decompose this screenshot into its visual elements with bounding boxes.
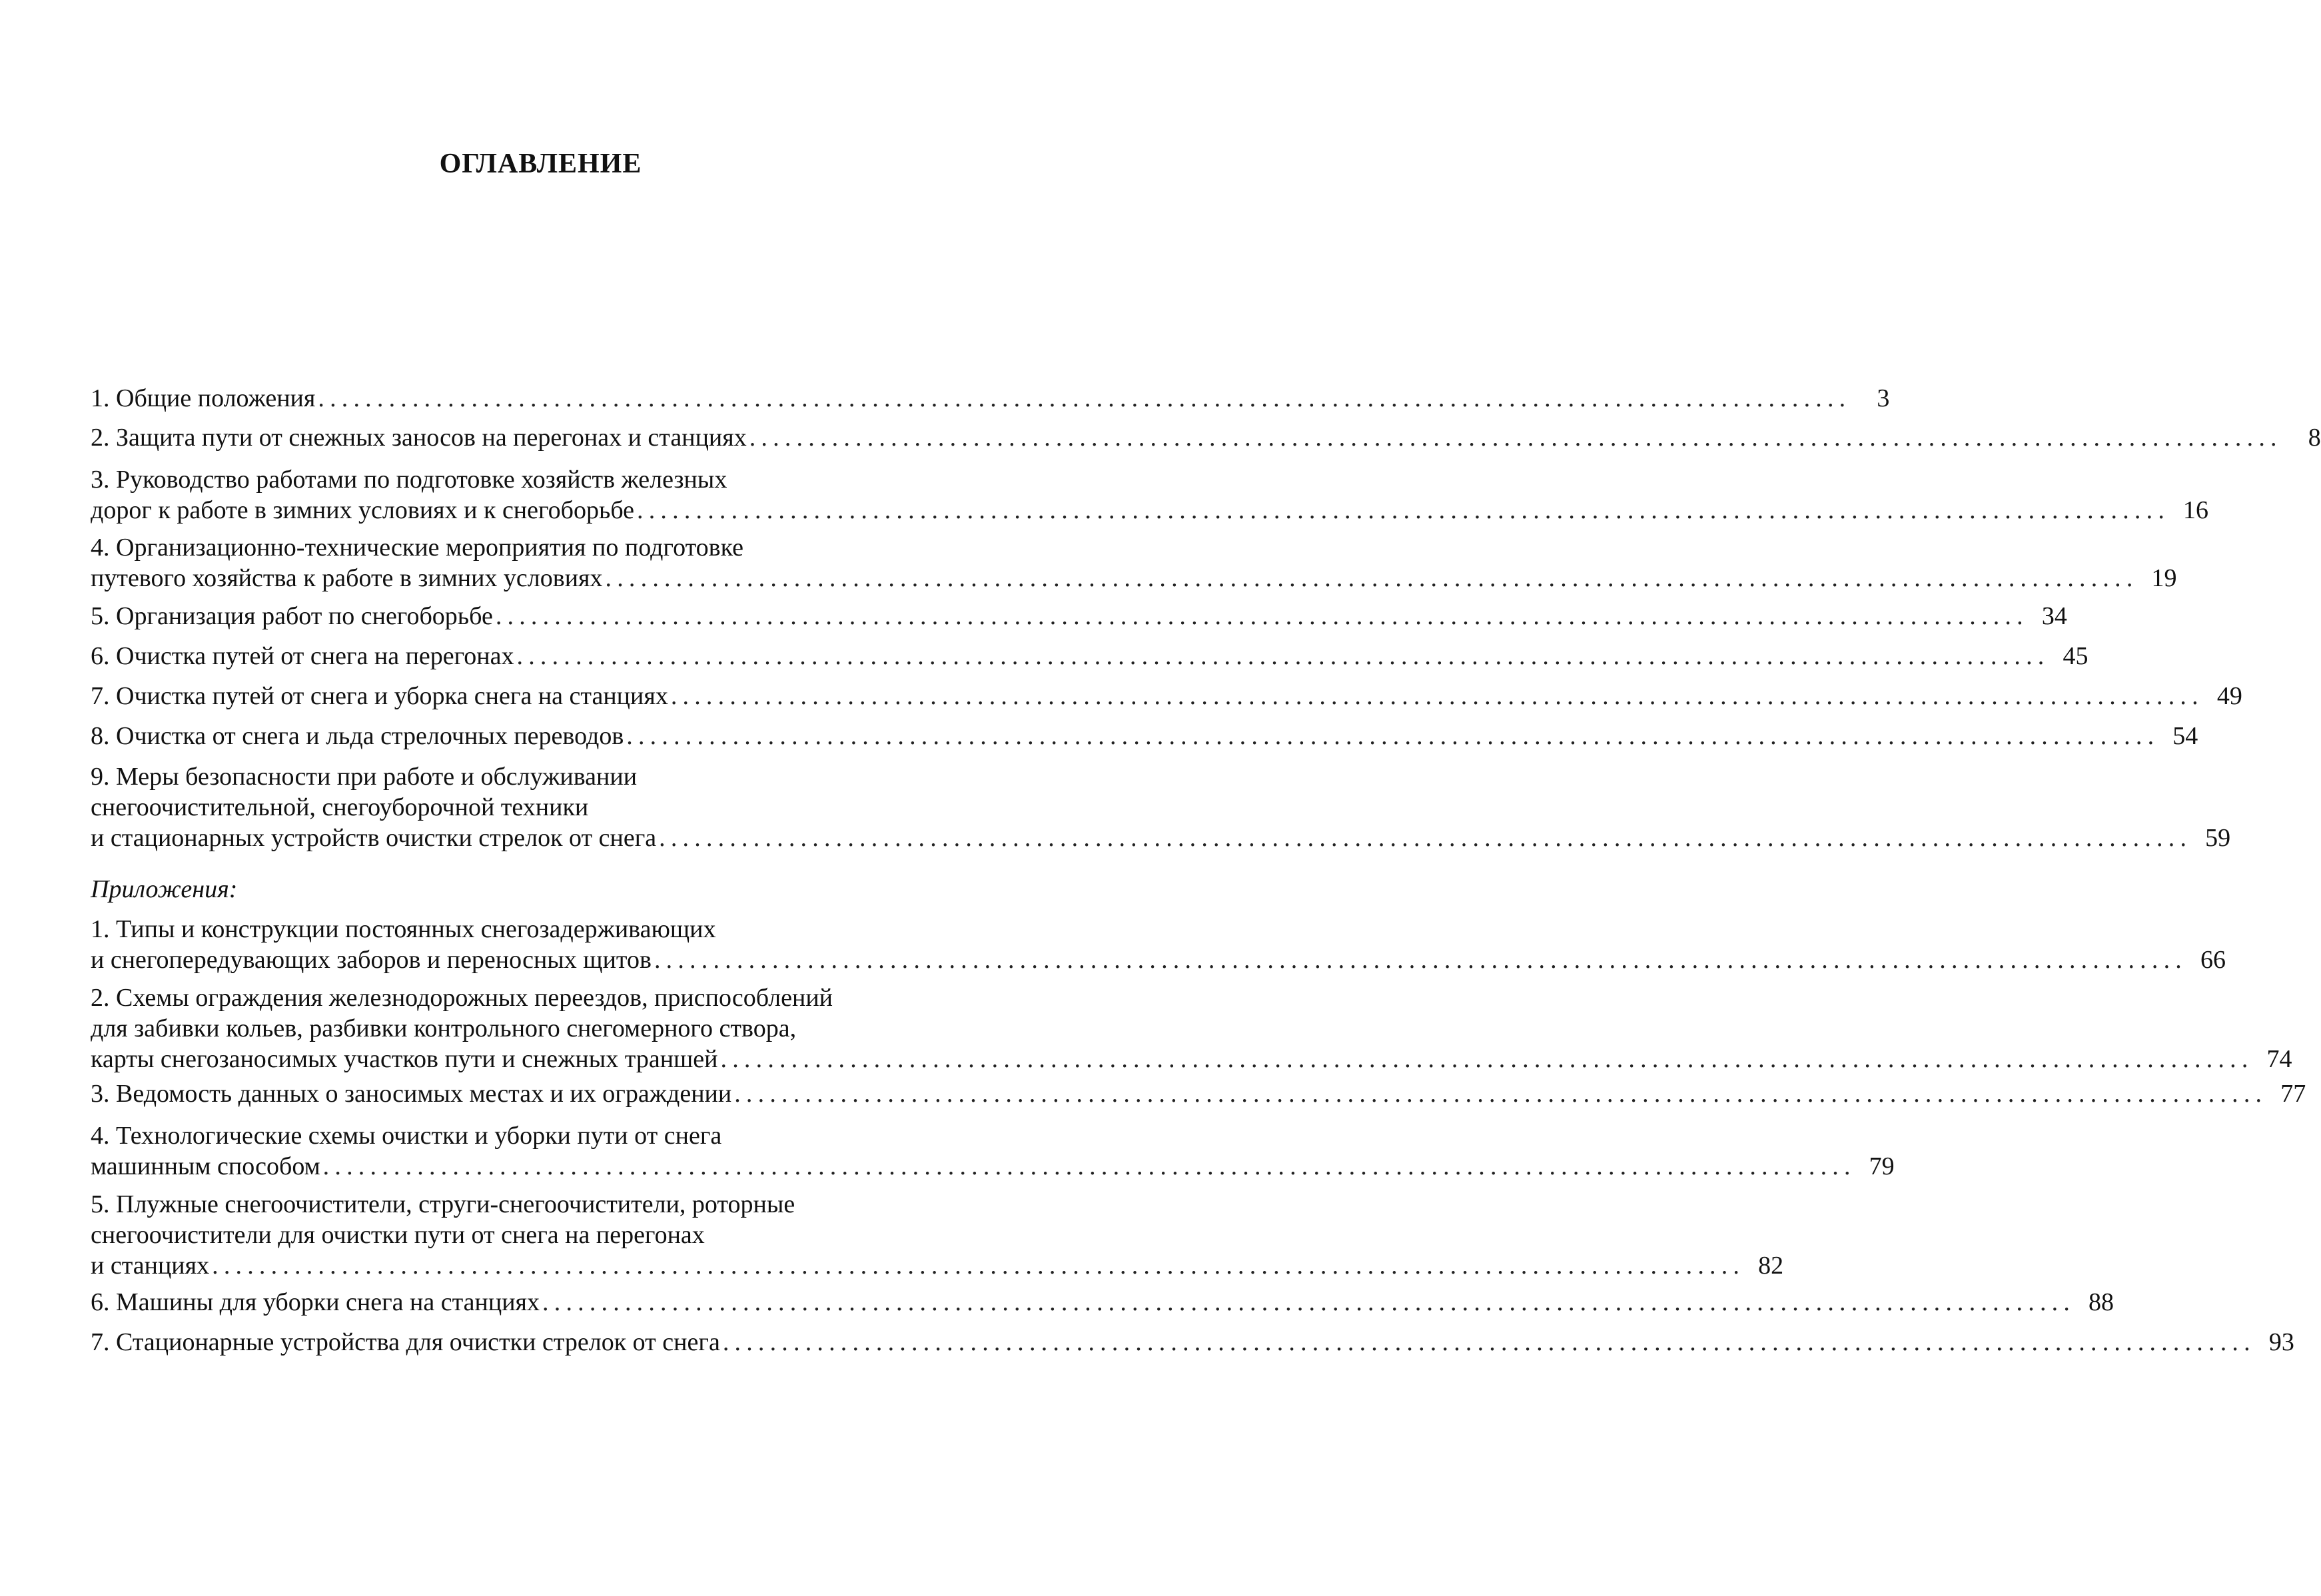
appendix-entry-text: 4. Технологические схемы очистки и уборки пути от снега [91, 1122, 722, 1150]
appendix-entry-text: и снегопередувающих заборов и переносных щитов [91, 946, 652, 974]
dot-leader: .................................................................................................................................. [495, 602, 2029, 630]
toc-entry-text: 3. Руководство работами по подготовке хозяйств железных [91, 466, 727, 494]
toc-entry-text: 8. Очистка от снега и льда стрелочных переводов [91, 722, 624, 750]
appendix-entry-text: для забивки кольев, разбивки контрольного снегомерного створа, [91, 1014, 797, 1042]
appendix-entry-text: 6. Машины для уборки снега на станциях [91, 1288, 540, 1316]
dot-leader: .................................................................................................................................. [542, 1288, 2076, 1316]
toc-entry [91, 382, 1890, 415]
toc-entry-text: снегоочистительной, снегоуборочной техники [91, 793, 589, 821]
appendix-entry [91, 913, 2226, 977]
appendix-entry [91, 1188, 1784, 1282]
dot-leader: .................................................................................................................................. [605, 564, 2138, 592]
appendix-entry-text: 5. Плужные снегоочистители, струги-снегоочистители, роторные [91, 1190, 795, 1218]
toc-entry-text: путевого хозяйства к работе в зимних условиях [91, 564, 603, 592]
toc-entry [91, 463, 2209, 527]
toc-entry [91, 421, 2321, 454]
toc-entry-text: дорог к работе в зимних условиях и к снегоборьбе [91, 496, 635, 524]
toc-entry-text: 5. Организация работ по снегоборьбе [91, 602, 493, 630]
toc-entry [91, 760, 2231, 855]
appendix-entry-text: 3. Ведомость данных о заносимых местах и их ограждении [91, 1080, 732, 1108]
toc-entry [91, 639, 2089, 673]
toc-page-number: 19 [2151, 564, 2177, 592]
appendix-entry-text: и станциях [91, 1252, 210, 1280]
toc-entry [91, 679, 2242, 713]
dot-leader: .................................................................................................................................. [637, 496, 2170, 524]
dot-leader: .................................................................................................................................. [626, 722, 2160, 750]
appendix-entry [91, 1326, 2294, 1359]
dot-leader: .................................................................................................................................. [670, 682, 2204, 710]
toc-entry [91, 599, 2067, 633]
appendix-entry [91, 1286, 2114, 1319]
toc-entry-text: и стационарных устройств очистки стрелок от снега [91, 824, 657, 852]
toc-page-number: 59 [2205, 824, 2231, 852]
appendix-page-number: 74 [2266, 1045, 2292, 1073]
dot-leader: .................................................................................................................................. [212, 1252, 1745, 1280]
table-of-contents [91, 0, 2321, 1596]
appendix-page-number: 66 [2200, 946, 2226, 974]
appendix-entry-text: карты снегозаносимых участков пути и снежных траншей [91, 1045, 718, 1073]
appendix-entry [91, 981, 2292, 1076]
toc-page-number: 34 [2041, 602, 2067, 630]
page-title: ОГЛАВЛЕНИЕ [439, 149, 642, 179]
appendix-entry-text: машинным способом [91, 1152, 320, 1180]
dot-leader: .................................................................................................................................. [322, 1152, 1856, 1180]
toc-entry-text: 1. Общие положения [91, 384, 316, 412]
appendix-entry-text: 7. Стационарные устройства для очистки стрелок от снега [91, 1328, 720, 1356]
appendix-entry-text: 2. Схемы ограждения железнодорожных переездов, приспособлений [91, 984, 833, 1012]
appendix-entry-text: снегоочистители для очистки пути от снега на перегонах [91, 1221, 705, 1249]
appendix-entry-text: 1. Типы и конструкции постоянных снегозадерживающих [91, 915, 716, 943]
appendix-entry [91, 1119, 1895, 1183]
toc-entry-text: 7. Очистка путей от снега и уборка снега на станциях [91, 682, 668, 710]
dot-leader: .................................................................................................................................. [722, 1328, 2256, 1356]
appendix-entry [91, 1077, 2306, 1110]
dot-leader: .................................................................................................................................. [318, 384, 1851, 412]
dot-leader: .................................................................................................................................. [720, 1045, 2254, 1073]
appendix-page-number: 88 [2089, 1288, 2114, 1316]
toc-entry-text: 9. Меры безопасности при работе и обслуживании [91, 763, 638, 791]
appendix-page-number: 77 [2280, 1080, 2306, 1108]
dot-leader: .................................................................................................................................. [654, 946, 2187, 974]
toc-entry-text: 6. Очистка путей от снега на перегонах [91, 642, 514, 670]
toc-page-number: 45 [2063, 642, 2089, 670]
appendix-page-number: 79 [1869, 1152, 1895, 1180]
toc-page-number: 49 [2216, 682, 2242, 710]
toc-page-number: 3 [1877, 384, 1890, 412]
dot-leader: .................................................................................................................................. [516, 642, 2050, 670]
appendix-page-number: 93 [2268, 1328, 2294, 1356]
appendix-heading: Приложения: [91, 875, 238, 903]
toc-page-number: 54 [2172, 722, 2198, 750]
toc-page-number: 16 [2183, 496, 2209, 524]
toc-entry-text: 4. Организационно-технические мероприятия по подготовке [91, 534, 744, 562]
toc-page-number: 8 [2308, 424, 2321, 452]
toc-entry [91, 719, 2198, 753]
dot-leader: .................................................................................................................................. [749, 424, 2282, 452]
toc-entry-text: 2. Защита пути от снежных заносов на перегонах и станциях [91, 424, 747, 452]
dot-leader: .................................................................................................................................. [734, 1080, 2268, 1108]
appendix-page-number: 82 [1758, 1252, 1784, 1280]
toc-entry [91, 531, 2177, 595]
dot-leader: .................................................................................................................................. [659, 824, 2192, 852]
